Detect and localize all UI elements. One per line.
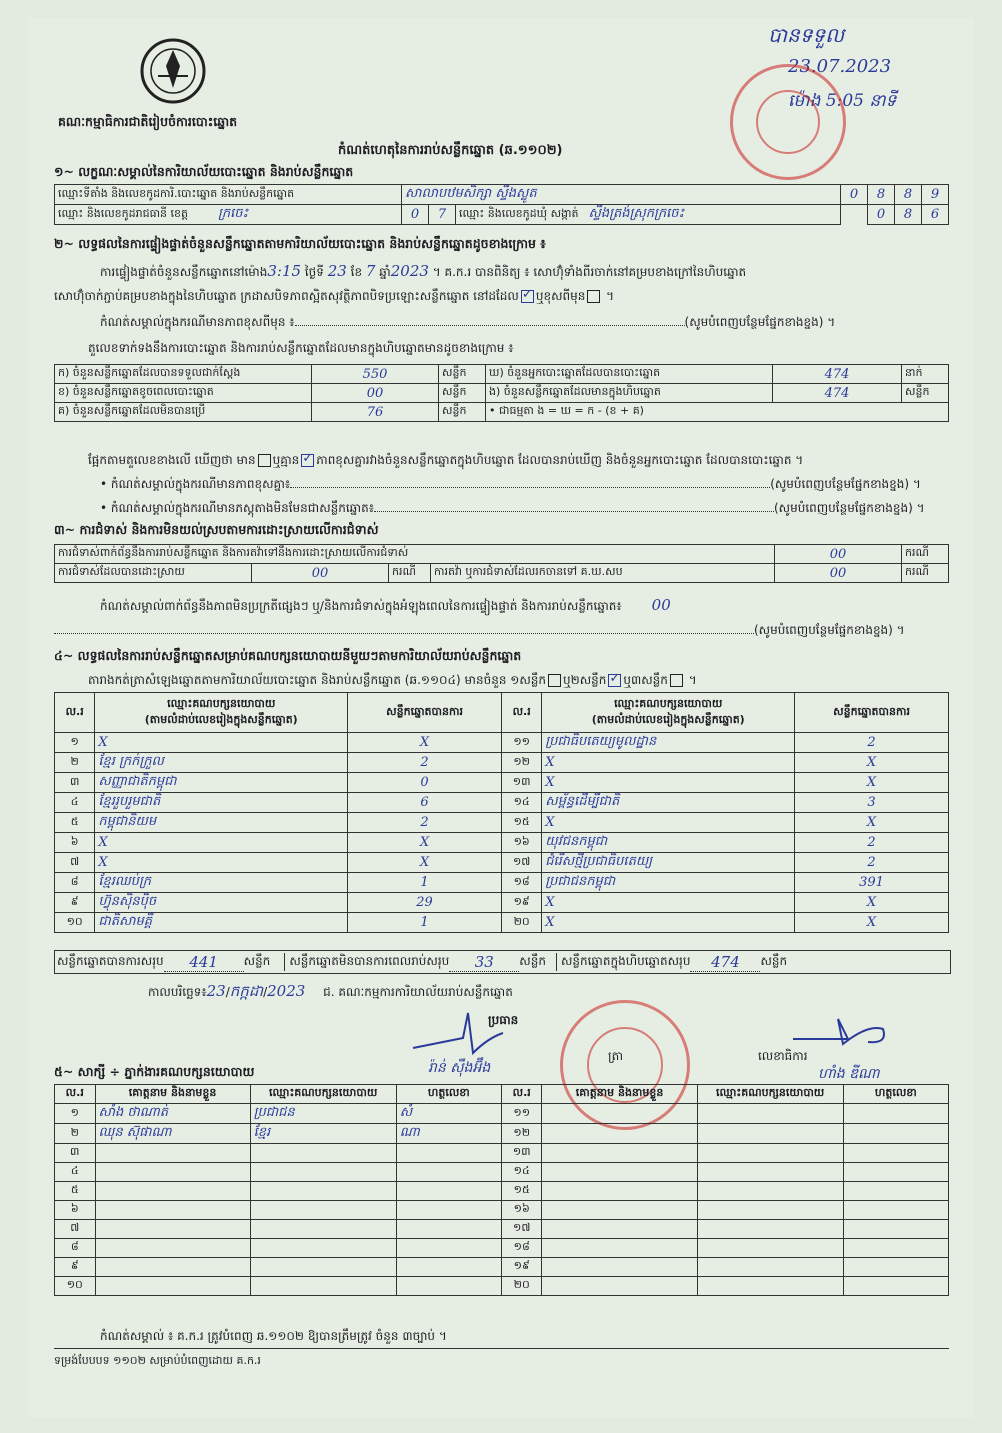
two-sheet-checkbox[interactable]	[608, 674, 621, 687]
row-no: ១៤	[501, 1163, 542, 1182]
row-no: ១៤	[501, 793, 541, 813]
col-no: ល.រ	[55, 693, 95, 733]
witness-name	[95, 1163, 250, 1182]
witness-party	[250, 1239, 396, 1258]
vote-count: X	[795, 913, 949, 933]
row-no: ១១	[501, 733, 541, 753]
vote-count: 29	[348, 893, 502, 913]
vote-count: 0	[348, 773, 502, 793]
s2-line5: ផ្អែកតាមតួលេខខាងលើ ឃើញថា មាន ឬគ្មាន✓ ភាពខុសគ្នារវាងចំនួនសន្លឹកឆ្នោតក្នុងហិបឆ្នោត ដែលបានរាប់ឃើញ និងចំនួនអ្នកបោះឆ្នោត ដែលបានបោះឆ្នោត ។	[88, 452, 803, 470]
s3-row1-label: ការជំទាស់ពាក់ព័ន្ធនឹងការរាប់សន្លឹកឆ្នោត និងការតវ៉ាទៅនឹងការដោះស្រាយលើការជំទាស់	[55, 545, 775, 564]
row-no: ១៦	[501, 833, 541, 853]
unit-label: សន្លឹក	[439, 384, 486, 403]
witness-signature	[396, 1144, 501, 1163]
no-difference-checkbox[interactable]	[301, 454, 314, 467]
vote-count: 2	[348, 813, 502, 833]
case-label: ករណី	[902, 545, 949, 564]
witness-party: ខ្មែរ	[250, 1124, 396, 1144]
form-title: កំណត់ហេតុនៃការរាប់សន្លឹកឆ្នោត (ឆ.១១០២)	[338, 143, 563, 158]
col-no: ល.រ	[501, 693, 541, 733]
totals-row: សន្លឹកឆ្នោតបានការសរុប 441 សន្លឹក សន្លឹកឆ្នោតមិនបានការពេលរាប់សរុប 33 សន្លឹក សន្លឹកឆ្នោតក្នុងហិបឆ្នោតសរុប 474 សន្លឹក	[54, 950, 951, 974]
witness-party	[697, 1182, 843, 1201]
row-no: ១៩	[501, 893, 541, 913]
chair-signature-icon	[408, 1008, 508, 1058]
vote-count: X	[795, 753, 949, 773]
witness-signature	[843, 1258, 948, 1277]
witness-party	[250, 1163, 396, 1182]
party-name: X	[542, 773, 795, 793]
witness-signature	[396, 1277, 501, 1296]
party-name: X	[542, 893, 795, 913]
table-row	[55, 793, 949, 813]
table-row	[55, 773, 949, 793]
unit-label: សន្លឹក	[902, 384, 949, 403]
row-no: ១២	[501, 753, 541, 773]
formula: • ជាធម្មតា ង = ឃ = ក - (ខ + គ)	[486, 403, 949, 422]
has-difference-checkbox[interactable]	[258, 454, 271, 467]
party-name: X	[542, 913, 795, 933]
row-no: ១៥	[501, 1182, 542, 1201]
row-no: ១០	[55, 1277, 96, 1296]
row-no: ១៧	[501, 853, 541, 873]
s1-commune-digit: 8	[895, 205, 922, 225]
witness-signature	[396, 1201, 501, 1220]
vote-count: 6	[348, 793, 502, 813]
party-name: កម្ពុជានិយម	[95, 813, 348, 833]
vote-count: 391	[795, 873, 949, 893]
witness-signature	[843, 1124, 948, 1144]
unit-label: នាក់	[902, 365, 949, 384]
table-row	[55, 1124, 949, 1144]
witness-party	[697, 1220, 843, 1239]
col-no: ល.រ	[55, 1085, 96, 1104]
witness-name	[542, 1277, 697, 1296]
vote-count: 2	[795, 853, 949, 873]
col-party: ឈ្មោះគណបក្សនយោបាយ	[697, 1085, 843, 1104]
party-name: X	[95, 733, 348, 753]
table-row	[55, 1201, 949, 1220]
witness-party	[250, 1182, 396, 1201]
s2-line2: សោហ៊ុំចាក់ភ្ជាប់គម្របខាងក្នុងនៃហិបឆ្នោត ក្រដាសបិទភាពស្អិតសុវត្ថិភាពបិទប្រឡោះសន្លឹកឆ្នោត នៅដដែល✓ ឬខុសពីមុន ។	[54, 288, 614, 306]
s1-province-digit: 0	[402, 205, 429, 225]
s2-line4: តួលេខទាក់ទងនឹងការបោះឆ្នោត និងការរាប់សន្លឹកឆ្នោតដែលមានក្នុងហិបឆ្នោតមានដូចខាងក្រោម ៖	[88, 341, 514, 355]
table-row	[55, 873, 949, 893]
unit-label: សន្លឹក	[439, 365, 486, 384]
party-name: ខ្មែរឈប់ក្រ	[95, 873, 348, 893]
witness-party	[697, 1124, 843, 1144]
witness-signature	[396, 1182, 501, 1201]
row-no: ១៣	[501, 773, 541, 793]
row-no: ១៧	[501, 1220, 542, 1239]
table-row	[55, 1104, 949, 1124]
party-name: ហ៊្វុនស៊ិនប៉ិច	[95, 893, 348, 913]
party-name: ជាតិសាមគ្គី	[95, 913, 348, 933]
different-checkbox[interactable]	[587, 290, 600, 303]
s4-intro: តារាងកត់ត្រាសំឡេងឆ្នោតតាមការិយាល័យបោះឆ្នោត និងរាប់សន្លឹកឆ្នោត (ឆ.១១០៤) មានចំនួន ១សន្លឹក ឬ២សន្លឹក✓ ឬ៣សន្លឹក ។	[88, 672, 697, 690]
party-name: យុវជនកម្ពុជា	[542, 833, 795, 853]
row-no: ៨	[55, 1239, 96, 1258]
received-label: បានទទួល	[768, 23, 845, 47]
witness-name	[95, 1277, 250, 1296]
witness-name	[95, 1220, 250, 1239]
witness-name	[95, 1144, 250, 1163]
count-c-value: 76	[312, 403, 439, 422]
witness-party	[697, 1144, 843, 1163]
results-table	[54, 692, 949, 933]
witness-signature	[843, 1104, 948, 1124]
witness-party	[250, 1258, 396, 1277]
party-name: ខ្មែរ ក្រក់ក្រួល	[95, 753, 348, 773]
table-row	[55, 813, 949, 833]
row-no: ១២	[501, 1124, 542, 1144]
witness-signature	[396, 1220, 501, 1239]
count-d-value: 474	[773, 365, 902, 384]
table-row	[55, 853, 949, 873]
witness-signature	[396, 1258, 501, 1277]
party-name: ជំរើសថ្មីប្រជាធិបតេយ្យ	[542, 853, 795, 873]
row-no: ១	[55, 1104, 96, 1124]
vote-count: 1	[348, 873, 502, 893]
row-no: ១១	[501, 1104, 542, 1124]
s1-commune: ឈ្មោះ និងលេខកូដឃុំ សង្កាត់ ស្ទឹងត្រង់ស្រុកក្រចេះ	[456, 205, 841, 225]
witness-party	[250, 1144, 396, 1163]
row-no: ៩	[55, 893, 95, 913]
received-date: 23.07.2023	[788, 56, 892, 77]
vote-count: 2	[348, 753, 502, 773]
count-e-label: ង) ចំនួនសន្លឹកឆ្នោតដែលមានក្នុងហិបឆ្នោត	[486, 384, 773, 403]
table-row	[55, 1239, 949, 1258]
s3-row2-value2: 00	[775, 564, 902, 583]
stamp-label: ត្រា	[608, 1049, 623, 1063]
footnote: កំណត់សម្គាល់ ៖ គ.ក.រ ត្រូវបំពេញ ឆ.១១០២ ឱ្យបានត្រឹមត្រូវ ចំនួន ៣ច្បាប់ ។	[100, 1329, 447, 1343]
witness-signature	[396, 1163, 501, 1182]
row-no: ៣	[55, 773, 95, 793]
row-no: ១៩	[501, 1258, 542, 1277]
one-sheet-checkbox[interactable]	[548, 674, 561, 687]
s3-note-line: (សូមបំពេញបន្ថែមផ្នែកខាងខ្នង) ។	[54, 622, 949, 640]
table-row	[55, 893, 949, 913]
witness-signature	[843, 1144, 948, 1163]
row-no: ៤	[55, 1163, 96, 1182]
s1-commune-digit: 6	[922, 205, 949, 225]
vote-count: X	[795, 893, 949, 913]
s1-row1-label: ឈ្មោះទីតាំង និងលេខកូដការិ.បោះឆ្នោត និងរាប់សន្លឹកឆ្នោត	[55, 185, 402, 205]
vote-count: X	[348, 733, 502, 753]
row-no: ២	[55, 1124, 96, 1144]
col-no: ល.រ	[501, 1085, 542, 1104]
col-party: ឈ្មោះគណបក្សនយោបាយ	[250, 1085, 396, 1104]
s1-row2-label: ឈ្មោះ និងលេខកូដរាជធានី ខេត្ត ក្រចេះ	[55, 205, 402, 225]
section4-title: ៤~ លទ្ធផលនៃការរាប់សន្លឹកឆ្នោតសម្រាប់គណបក្សនយោបាយនីមួយៗតាមការិយាល័យរាប់សន្លឹកឆ្នោត	[54, 648, 522, 663]
witness-signature	[843, 1163, 948, 1182]
col-party: ឈ្មោះគណបក្សនយោបាយ (តាមលំដាប់លេខរៀងក្នុងសន្លឹកឆ្នោត)	[542, 693, 795, 733]
col-name: គោត្តនាម និងនាមខ្លួន	[95, 1085, 250, 1104]
received-time: ម៉ោង 5:05 នាទី	[788, 91, 897, 111]
section3-title: ៣~ ការជំទាស់ និងការមិនយល់ស្របតាមការដោះស្រាយលើការជំទាស់	[54, 522, 379, 537]
committee-name: គណៈកម្មាធិការជាតិរៀបចំការបោះឆ្នោត	[58, 114, 238, 129]
witness-party	[250, 1201, 396, 1220]
s1-province-digit: 7	[429, 205, 456, 225]
witness-signature	[843, 1277, 948, 1296]
witness-name	[95, 1258, 250, 1277]
witness-signature	[843, 1220, 948, 1239]
witness-name	[542, 1104, 697, 1124]
witness-party	[697, 1258, 843, 1277]
count-a-value: 550	[312, 365, 439, 384]
table-row	[55, 1258, 949, 1277]
witness-signature	[843, 1182, 948, 1201]
col-name: គោត្តនាម និងនាមខ្លួន	[542, 1085, 697, 1104]
witness-name: សាំង ថាណាត់	[95, 1104, 250, 1124]
s2-line1: ការផ្ទៀងផ្ទាត់ចំនួនសន្លឹកឆ្នោតនៅម៉ោង3:15 ថ្ងៃទី 23 ខែ 7 ឆ្នាំ2023 ។ គ.ក.រ បានពិនិត្យ ៖ សោហ៊ុំទាំងពីរចាក់នៅគម្របខាងក្រៅនៃហិបឆ្នោត	[100, 262, 747, 280]
witness-name	[95, 1201, 250, 1220]
witness-table	[54, 1084, 949, 1296]
row-no: ៦	[55, 1201, 96, 1220]
s3-row2-value: 00	[252, 564, 389, 583]
row-no: ១	[55, 733, 95, 753]
witness-name	[542, 1201, 697, 1220]
table-row	[55, 1220, 949, 1239]
table-row	[55, 753, 949, 773]
col-party: ឈ្មោះគណបក្សនយោបាយ (តាមលំដាប់លេខរៀងក្នុងសន្លឹកឆ្នោត)	[95, 693, 348, 733]
row-no: ៧	[55, 853, 95, 873]
row-no: ២	[55, 753, 95, 773]
three-sheet-checkbox[interactable]	[670, 674, 683, 687]
s1-code-digit: 9	[922, 185, 949, 205]
vote-count: 3	[795, 793, 949, 813]
s1-code-digit: 8	[868, 185, 895, 205]
witness-name	[95, 1239, 250, 1258]
party-name: ប្រជាជនកម្ពុជា	[542, 873, 795, 893]
date-line: កាលបរិច្ឆេទ៖23/កក្កដា/2023 ជ. គណៈកម្មការការិយាល័យរាប់សន្លឹកឆ្នោត	[148, 982, 513, 1000]
form-note: ទម្រង់បែបបទ ១១០២ សម្រាប់បំពេញដោយ គ.ក.រ	[54, 1354, 261, 1367]
party-name: ប្រជាធិបតេយ្យមូលដ្ឋាន	[542, 733, 795, 753]
row-no: ៣	[55, 1144, 96, 1163]
table-row	[55, 1144, 949, 1163]
chair-label: ប្រធាន	[488, 1013, 519, 1027]
s1-code-digit: 0	[841, 185, 868, 205]
witness-party	[697, 1277, 843, 1296]
witness-party	[250, 1220, 396, 1239]
row-no: ៧	[55, 1220, 96, 1239]
witness-name	[542, 1220, 697, 1239]
witness-signature: សំ	[396, 1104, 501, 1124]
same-checkbox[interactable]	[521, 290, 534, 303]
table-row	[55, 1277, 949, 1296]
witness-signature: ណា	[396, 1124, 501, 1144]
witness-party	[697, 1239, 843, 1258]
secretary-signature-icon	[788, 1014, 898, 1054]
row-no: ១៣	[501, 1144, 542, 1163]
table-row	[55, 733, 949, 753]
row-no: ២០	[501, 1277, 542, 1296]
section3-table	[54, 544, 949, 583]
party-name: ខ្មែររួបរួមជាតិ	[95, 793, 348, 813]
chair-name: រ៉ាន់ ស៊ឹងអ៊ឹង	[428, 1060, 491, 1076]
vote-count: X	[795, 813, 949, 833]
row-no: ៨	[55, 873, 95, 893]
party-name: X	[542, 753, 795, 773]
count-d-label: ឃ) ចំនួនអ្នកបោះឆ្នោតដែលបានបោះឆ្នោត	[486, 365, 773, 384]
count-a-label: ក) ចំនួនសន្លឹកឆ្នោតដែលបានទទួលជាក់ស្តែង	[55, 365, 312, 384]
s3-row2-label: ការជំទាស់ដែលបានដោះស្រាយ	[55, 564, 252, 583]
party-name: X	[95, 833, 348, 853]
count-b-label: ខ) ចំនួនសន្លឹកឆ្នោតខូចពេលបោះឆ្នោត	[55, 384, 312, 403]
table-row	[55, 833, 949, 853]
witness-name	[542, 1239, 697, 1258]
s2-line3: កំណត់សម្គាល់ក្នុងករណីមានភាពខុសពីមុន ៖ (សូមបំពេញបន្ថែមផ្នែកខាងខ្នង) ។	[100, 315, 836, 329]
case-label: ករណី	[389, 564, 431, 583]
vote-count: 2	[795, 733, 949, 753]
row-no: ១៨	[501, 1239, 542, 1258]
witness-signature	[396, 1239, 501, 1258]
row-no: ១៨	[501, 873, 541, 893]
witness-name	[542, 1182, 697, 1201]
s2-bullet2: • កំណត់សម្គាល់ក្នុងករណីមានភស្តុតាងមិនមែនជាសន្លឹកឆ្នោត៖ (សូមបំពេញបន្ថែមផ្នែកខាងខ្នង) ។	[100, 501, 925, 515]
col-votes: សន្លឹកឆ្នោតបានការ	[348, 693, 502, 733]
col-sign: ហត្ថលេខា	[843, 1085, 948, 1104]
row-no: ៤	[55, 793, 95, 813]
witness-name	[542, 1258, 697, 1277]
row-no: ១០	[55, 913, 95, 933]
witness-party	[250, 1277, 396, 1296]
row-no: ១៥	[501, 813, 541, 833]
party-name: X	[542, 813, 795, 833]
count-c-label: គ) ចំនួនសន្លឹកឆ្នោតដែលមិនបានប្រើ	[55, 403, 312, 422]
s2-count-table	[54, 364, 949, 422]
col-sign: ហត្ថលេខា	[396, 1085, 501, 1104]
table-row	[55, 1182, 949, 1201]
row-no: ៦	[55, 833, 95, 853]
secretary-name: ហាំង ឌីណា	[818, 1066, 880, 1082]
witness-name	[542, 1124, 697, 1144]
count-e-value: 474	[773, 384, 902, 403]
section2-title: ២~ លទ្ធផលនៃការផ្ទៀងផ្ទាត់ចំនួនសន្លឹកឆ្នោតតាមការិយាល័យបោះឆ្នោត និងរាប់សន្លឹកឆ្នោតដូចខាងក្រោម ៖	[54, 236, 546, 251]
row-no: ៩	[55, 1258, 96, 1277]
divider	[54, 1348, 949, 1349]
witness-party: ប្រជាជន	[250, 1104, 396, 1124]
nec-logo-icon	[138, 36, 208, 106]
party-name: X	[95, 853, 348, 873]
vote-count: 1	[348, 913, 502, 933]
s3-row2-label2: ការតវ៉ា ឬការជំទាស់ដែលរកចានទៅ គ.ឃ.សប	[431, 564, 775, 583]
row-no: ២០	[501, 913, 541, 933]
form-page	[28, 18, 974, 1418]
s1-row1-value: សាលាបឋមសិក្សា ស្ទឹងស្លូត	[402, 185, 841, 205]
witness-signature	[843, 1239, 948, 1258]
col-votes: សន្លឹកឆ្នោតបានការ	[795, 693, 949, 733]
s1-commune-digit: 0	[868, 205, 895, 225]
section1-title: ១~ លក្ខណៈសម្គាល់នៃការិយាល័យបោះឆ្នោត និងរាប់សន្លឹកឆ្នោត	[54, 164, 354, 179]
party-name: សញ្ញាជាតិកម្ពុជា	[95, 773, 348, 793]
vote-count: X	[348, 853, 502, 873]
witness-party	[697, 1201, 843, 1220]
red-seal-icon	[730, 64, 846, 180]
witness-name	[95, 1182, 250, 1201]
s2-bullet1: • កំណត់សម្គាល់ក្នុងករណីមានភាពខុសគ្នា៖ (សូមបំពេញបន្ថែមផ្នែកខាងខ្នង) ។	[100, 477, 921, 491]
s3-row1-value: 00	[775, 545, 902, 564]
section1-table	[54, 184, 949, 225]
row-no: ៥	[55, 813, 95, 833]
vote-count: X	[348, 833, 502, 853]
witness-party	[697, 1104, 843, 1124]
witness-party	[697, 1163, 843, 1182]
s3-note: កំណត់សម្គាល់ពាក់ព័ន្ធនឹងភាពមិនប្រក្រតីផ្សេងៗ ឬ/និងការជំទាស់ក្នុងអំឡុងពេលនៃការផ្ទៀងផ្ទាត់ និងការរាប់សន្លឹកឆ្នោត៖ 00	[100, 596, 671, 614]
table-row	[55, 913, 949, 933]
vote-count: X	[795, 773, 949, 793]
row-no: ១៦	[501, 1201, 542, 1220]
s1-code-digit: 8	[895, 185, 922, 205]
section5-title: ៥~ សាក្សី ÷ ភ្នាក់ងារគណបក្សនយោបាយ	[54, 1064, 255, 1079]
row-no: ៥	[55, 1182, 96, 1201]
vote-count: 2	[795, 833, 949, 853]
witness-signature	[843, 1201, 948, 1220]
witness-name	[542, 1163, 697, 1182]
party-name: សម្ព័ន្ធដើម្បីជាតិ	[542, 793, 795, 813]
case-label: ករណី	[902, 564, 949, 583]
secretary-label: លេខាធិការ	[758, 1049, 808, 1063]
witness-name	[542, 1144, 697, 1163]
unit-label: សន្លឹក	[439, 403, 486, 422]
table-row	[55, 1163, 949, 1182]
witness-name: ឈុន ស៊ុផាណា	[95, 1124, 250, 1144]
count-b-value: 00	[312, 384, 439, 403]
